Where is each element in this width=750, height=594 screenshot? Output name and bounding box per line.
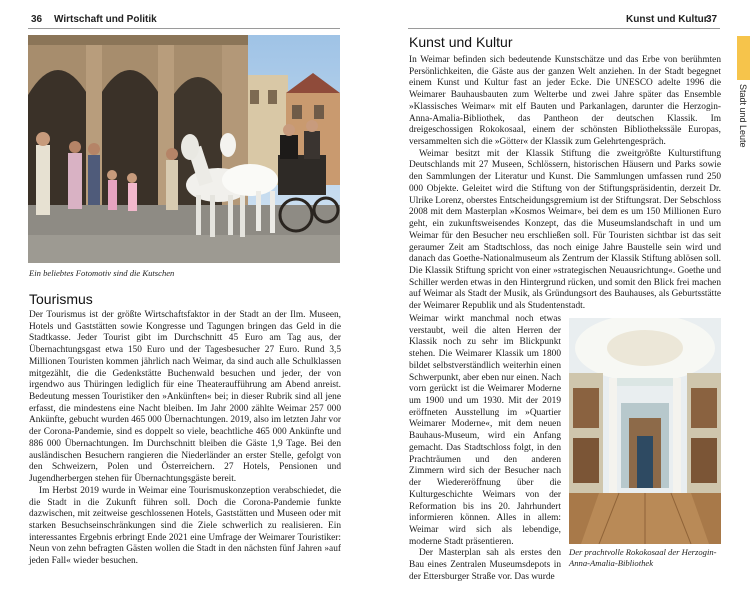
tourismus-heading: Tourismus [29, 291, 93, 307]
right-page-number: 37 [706, 14, 718, 25]
chapter-side-label: Stadt und Leute [738, 84, 748, 148]
carriage-photo-caption: Ein beliebtes Fotomotiv sind die Kutschen [29, 268, 175, 278]
kultur-paragraph-2: Weimar besitzt mit der Klassik Stiftung die zweitgrößte Kulturstiftung Deutschlands mit 27 Museen, Schlössern, historischen Häusern und Parks sowie den Sammlungen der Literatur und Kunst. Die Sammlungen umfassen rund 250 000 Objekte. Geleitet wird die Stiftung von der Stiftungspräsidentin, derzeit Dr. Ulrike Lorenz, oberstes Entscheidungsgremium ist der Stiftungsrat. Der Sebschloss 2008 mit dem Masterplan »Kosmos Weimar«, bei dem es um 150 Millionen Euro geht, ein zukunftsweisendes Konzept, das die Museumslandschaft in und um Weimar für den Besucher neu erschließen soll. Für Touristen sichtbar ist das seit geraumer Zeit am Stadtschloss, das noch einige Jahre Baustelle sein wird und danach das Goethe-Nationalmuseum als Zentrum der Klassik Stiftung ablösen soll. Die Klassik Stiftung spricht von einer »strategischen Neuausrichtung«. Goethe und Schiller werden etwas in den Hintergrund rücken, und somit den Blick frei machen auf Weimar als Stadt der Musik, als Gründungsort des Bauhauses, als Geburtsstätte der Weimarer Republik und als Studentenstadt. [409, 148, 721, 312]
left-page-number: 36 [31, 14, 43, 25]
horse-carriage-photo [28, 35, 340, 263]
kultur-paragraph-3: Weimar wirkt manchmal noch etwas verstaubt, weil die alten Herren der Klassik noch zu sehr im Blickpunkt stehen. Die Weimarer Klassik um 1800 bildet selbstverständlich weiterhin einen Schwerpunkt, aber eben nur einen. Nach vorn gerückt ist die Weimarer Moderne um 1900 und um 1930. Mit der 2019 eröffneten Ausstellung im »Quartier Weimarer Moderne«, mit dem neuen Bauhaus-Museum, wird ein Anfang gemacht. Das Stadtschloss folgt, in den Prachträumen und den anderen Zimmern wird sich der Besucher nach der Wiedereröffnung über die Kulturgeschichte Weimars von der Reformation bis ins 20. Jahrhundert informieren können. Alles in allem: Weimar wird sich als lebendige, moderne Stadt präsentieren. [409, 314, 561, 547]
kultur-paragraph-4: Der Masterplan sah als erstes den Bau eines Zentralen Museumsdepots in der Ettersburger Straße vor. Das wurde [409, 548, 561, 582]
library-photo-caption: Der prachtvolle Rokokosaal der Herzogin-Anna-Amalia-Bibliothek [569, 547, 717, 568]
left-running-head: Wirtschaft und Politik [54, 14, 157, 25]
kunst-kultur-text-column [409, 314, 561, 584]
kunst-kultur-text-top [409, 55, 721, 313]
tourismus-paragraph-1: Der Tourismus ist der größte Wirtschaftsfaktor in der Stadt an der Ilm. Museen, Hotels und Gaststätten sowie Kongresse und Tagungen bringen das Geld in die Stadtkasse. Jeder Tourist gibt im Durchschnitt 45 Euro am Tag aus, der Übernachtungsgast etwa 150 Euro und der Tagesbesucher 27 Euro. Rund 3,5 Millionen Touristen kommen jährlich nach Weimar, da sind auch alle Schulklassen mitgezählt, die die Gedenkstätte Buchenwald besuchen und jeder, der von irgendwo aus Thüringen lediglich für eine Theateraufführung am Abend anreist. Bedeutung messen Touristiker den »Ankünften« bei; in dieser Rubrik sind all jene erfasst, die mindestens eine Nacht bleiben. Im Jahr 2000 zählte Weimar 257 000 Ankünfte, gebucht wurden 465 000 Übernachtungen. 2019, also im letzten Jahr vor der Corona-Pandemie, sind es doppelt so viele, beachtliche 465 000 Ankünfte und 886 000 Übernachtungen. Im Durchschnitt bleiben die Gäste 1,9 Tage. Bei den ausländischen Besuchern rangieren die Niederländer an erster Stelle, gefolgt von den Schweizern, Polen und Österreichern. 27 Hotels, Pensionen und Jugendherbergen stehen für Übernachtungsgäste bereit. [29, 310, 341, 485]
right-header-rule [408, 28, 720, 29]
chapter-thumb-tab [737, 36, 750, 80]
tourismus-paragraph-2: Im Herbst 2019 wurde in Weimar eine Tourismuskonzeption verabschiedet, die die Stadt in die Zukunft führen soll. Doch die Corona-Pandemie funkte dazwischen, mit zeitweise geschlossenen Hotels, Gaststätten und Museen oder mit starken Besuchseinschränkungen sind die Ziele schwerlich zu realisieren. Ein interessantes Ergebnis erbringt Ende 2021 eine Umfrage der Weimarer Touristiker: Neun von zehn befragten Gästen wollen die Stadt in den nächsten fünf Jahren »auf jeden Fall« wieder besuchen. [29, 485, 341, 567]
right-running-head: Kunst und Kultur [626, 14, 708, 25]
kunst-kultur-heading: Kunst und Kultur [409, 34, 513, 50]
left-header-rule [28, 28, 340, 29]
rococo-hall-photo [569, 318, 721, 544]
tourismus-text [29, 310, 341, 568]
kultur-paragraph-1: In Weimar befinden sich bedeutende Kunstschätze und das Erbe von berühmten Persönlichkeiten, die Gäste aus der ganzen Welt anziehen. In der Stadt begegnet einem Kunst und Kultur fast an jeder Ecke. Die UNESCO adelte 1996 die Weimarer Bauhausbauten zum Welterbe und zwei Jahre später das Ensemble »Klassisches Weimar« mit elf Bauten und Parkanlagen, darunter die Herzogin-Anna-Amalia-Bibliothek, das Pantheon der deutschen Klassik. Im dreigeschossigen Rokokosaal, einem der schönsten Bibliothekssäle Europas, versammelten sich die »Götter« der Klassik zum Gelehrtengespräch. [409, 55, 721, 148]
